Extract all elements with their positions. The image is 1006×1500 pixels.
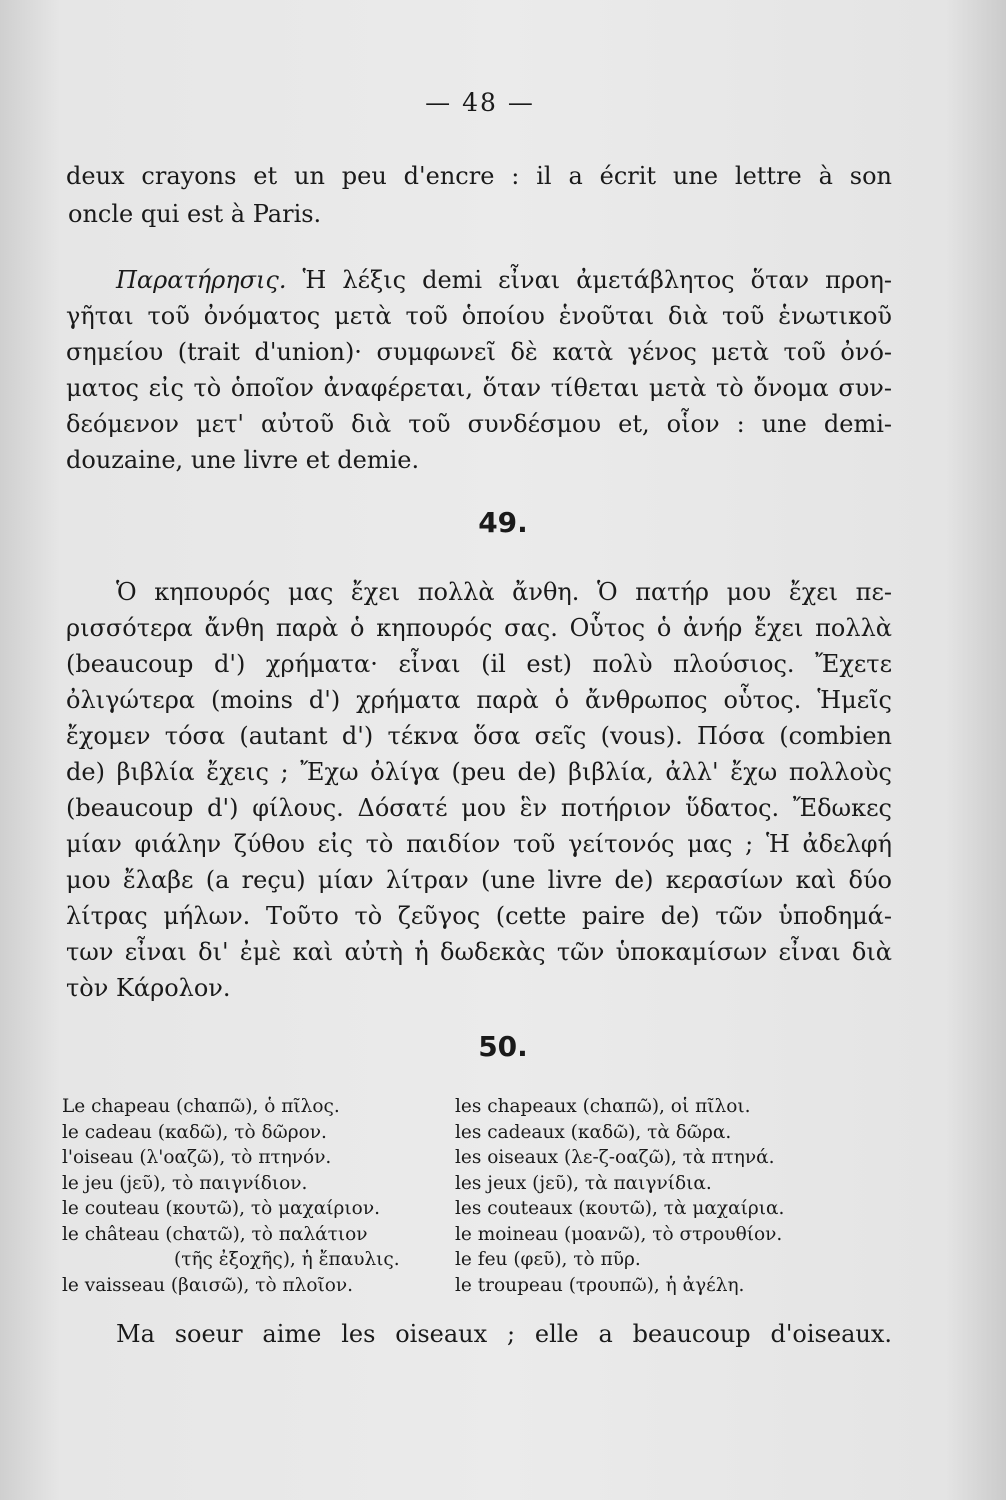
remark-line: γῆται τοῦ ὀνόματος μετὰ τοῦ ὁποίου ἑνοῦται διὰ τοῦ ἑνωτικοῦ <box>66 302 892 330</box>
vocab-entry: le château (chατῶ), τὸ παλάτιον <box>62 1223 368 1245</box>
remark-line: ματος εἰς τὸ ὁποῖον ἀναφέρεται, ὅταν τίθεται μετὰ τὸ ὄνομα συν- <box>66 374 892 402</box>
closing-sentence: Ma soeur aime les oiseaux ; elle a beaucoup d'oiseaux. <box>116 1320 892 1348</box>
intro-line: oncle qui est à Paris. <box>68 200 322 228</box>
vocab-plural-column <box>455 1094 875 1298</box>
vocab-entry: les oiseaux (λε-ζ-οαζῶ), τὰ πτηνά. <box>455 1147 775 1168</box>
exercise-49-line: (beaucoup d') φίλους. Δόσατέ μου ἓν ποτήριον ὕδατος. Ἔδωκες <box>66 794 892 822</box>
vocab-entry: le troupeau (τρουπῶ), ἡ ἀγέλη. <box>455 1274 745 1296</box>
exercise-49-line: ἔχομεν τόσα (autant d') τέκνα ὅσα σεῖς (vous). Πόσα (combien <box>66 722 892 750</box>
section-number-49: 49. <box>478 506 528 539</box>
exercise-49-line: (beaucoup d') χρήματα· εἶναι (il est) πολὺ πλούσιος. Ἔχετε <box>66 650 892 678</box>
remark-line: douzaine, une livre et demie. <box>66 446 420 474</box>
vocab-entry: le cadeau (καδῶ), τὸ δῶρον. <box>62 1121 327 1143</box>
vocab-entry: le vaisseau (βαισῶ), τὸ πλοῖον. <box>62 1274 354 1296</box>
vocab-entry: Le chapeau (chαπῶ), ὁ πῖλος. <box>62 1096 340 1117</box>
vocab-entry: le jeu (jεῦ), τὸ παιγνίδιον. <box>62 1172 308 1194</box>
remark-line: σημείου (trait d'union)· συμφωνεῖ δὲ κατὰ γένος μετὰ τοῦ ὀνό- <box>66 338 892 366</box>
exercise-49-line: ρισσότερα ἄνθη παρὰ ὁ κηπουρός σας. Οὗτος ὁ ἀνήρ ἔχει πολλὰ <box>66 614 892 642</box>
remark-first-line <box>116 266 892 294</box>
intro-line: deux crayons et un peu d'encre : il a écrit une lettre à son <box>66 162 892 190</box>
exercise-49-line: de) βιβλία ἔχεις ; Ἔχω ὀλίγα (peu de) βιβλία, ἀλλ' ἔχω πολλοὺς <box>66 758 892 786</box>
vocab-entry: les couteaux (κουτῶ), τὰ μαχαίρια. <box>455 1198 785 1219</box>
page-number: — 48 — <box>425 88 535 117</box>
vocab-entry: l'oiseau (λ'οαζῶ), τὸ πτηνόν. <box>62 1147 332 1168</box>
exercise-49-line: ὀλιγώτερα (moins d') χρήματα παρὰ ὁ ἄνθρωπος οὗτος. Ἡμεῖς <box>66 686 892 714</box>
exercise-49-line: των εἶναι δι' ἐμὲ καὶ αὐτὴ ἡ δωδεκὰς τῶν ὑποκαμίσων εἶναι διὰ <box>66 938 892 966</box>
vocab-entry: les chapeaux (chαπῶ), οἱ πῖλοι. <box>455 1096 751 1117</box>
exercise-49-line: λίτρας μήλων. Τοῦτο τὸ ζεῦγος (cette paire de) τῶν ὑποδημά- <box>66 902 892 930</box>
exercise-49-line: μου ἔλαβε (a reçu) μίαν λίτραν (une livre de) κερασίων καὶ δύο <box>66 866 892 894</box>
remark-label: Παρατήρησις. <box>116 266 287 294</box>
vocab-entry: le feu (φεῦ), τὸ πῦρ. <box>455 1249 641 1270</box>
exercise-49-line: μίαν φιάλην ζύθου εἰς τὸ παιδίον τοῦ γείτονός μας ; Ἡ ἀδελφή <box>66 830 892 858</box>
remark-text: Ἡ λέξις demi εἶναι ἀμετάβλητος ὅταν προη- <box>302 266 892 294</box>
vocab-entry-continuation: (τῆς ἐξοχῆς), ἡ ἔπαυλις. <box>174 1249 400 1270</box>
remark-line: δεόμενον μετ' αὐτοῦ διὰ τοῦ συνδέσμου et, οἷον : une demi- <box>66 410 892 438</box>
vocab-entry: le moineau (μοανῶ), τὸ στρουθίον. <box>455 1223 783 1245</box>
vocab-entry: les cadeaux (καδῶ), τὰ δῶρα. <box>455 1121 732 1143</box>
section-number-50: 50. <box>478 1030 528 1063</box>
vocab-singular-column <box>62 1094 452 1298</box>
exercise-49-line: Ὁ κηπουρός μας ἔχει πολλὰ ἄνθη. Ὁ πατήρ μου ἔχει πε- <box>116 578 892 606</box>
exercise-49-line: τὸν Κάρολον. <box>66 974 231 1002</box>
vocab-entry: les jeux (jεῦ), τὰ παιγνίδια. <box>455 1172 712 1194</box>
vocab-entry: le couteau (κουτῶ), τὸ μαχαίριον. <box>62 1198 380 1219</box>
